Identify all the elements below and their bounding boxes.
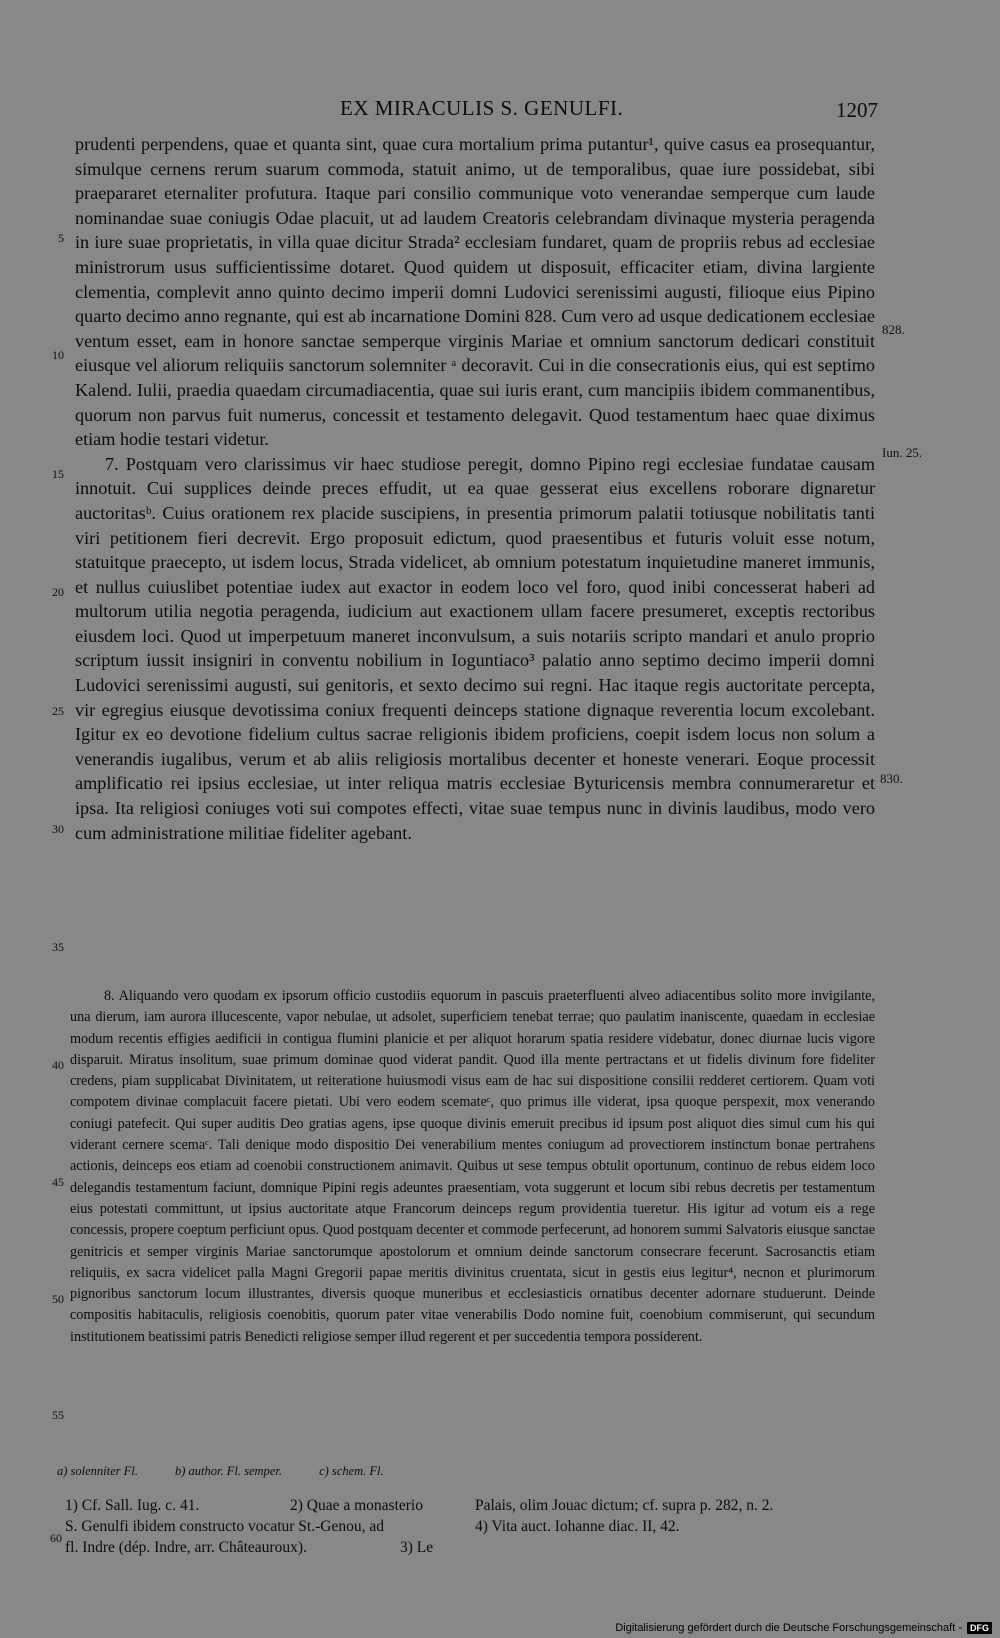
margin-note-date: Iun. 25. — [882, 445, 923, 460]
page-number: 1207 — [836, 98, 878, 122]
line-number: 25 — [52, 704, 64, 718]
paragraph-8: 8. Aliquando vero quodam ex ipsorum officio custodiis equorum in pascuis praeterfluenti alveo adiacentibus solito more invigilante, una dierum, iam aurora illucescente, vapor nebulae, ut adsolet, superficiem tenebat terrae; quo paulatim inaniscente, quaedam in ecclesiae modum recentis effigies aedificii in contigua flumini planicie et per aliquot horarum spatia residere videbatur, donec diurnae lucis vigore disparuit. Miratus insolitum, suae primum dominae quod viderat pandit. Quod illa mente pertractans et ut fidelis divinum fore fideliter credens, piam supplicabat Divinitatem, ut reiteratione huiusmodi visus eam de hac sui dispositione consilii redderet certiorem. Quam voti compotem divinae complacuit facere pietati. Ubi vero eodem scemateᶜ, quo primus ille viderat, ipsa quoque perspexit, mox venerando coniugi patefecit. Qui super auditis Deo gratias agens, ipse quoque divinis emeruit precibus id ipsum post aliquot dies simul cum his qui viderant cernere scemaᶜ. Tali denique modo dispositio Dei venerabilium mentes coniugum ad provectiorem instinctum bonae pertrahens actionis, deinceps eos etiam ad coenobii constructionem animavit. Quibus ut sese tempus obtulit oportunum, continuo de rebus eidem loco delegandis testamentum faciunt, domnique Pipini regis adeuntes praesentiam, vota suggerunt et locum sibi rebus decretis per testamentum eius potestati committunt, ut ipsius auctoritate atque Francorum deinceps regum providentia tueretur. His igitur ad votum eis a rege concessis, propere coeptum perficiunt opus. Quod postquam decenter et commode perfecerunt, ad honorem summi Salvatoris eiusque sanctae genitricis et semper virginis Mariae sanctorumque apostolorum et omnium deinde sanctorum consecrare fecerunt. Sacrosanctis etiam reliquiis, ex sacra videlicet palla Magni Gregorii papae meritis divinitus cruentata, sicut in gestis eius legitur⁴, necnon et plurimorum pignoribus sanctorum locum illustrantes, diversis quoque muneribus et ecclesiasticis ornatibus decenter adornare studuerunt. Deinde compositis habitaculis, religiosis coenobitis, quorum pater vitae venerabilis Dodo nomine fuit, coenobium commiserunt, qui secundum institutionem beatissimi patris Benedicti religiose semper illud regerent et per succedentia tempora possiderent. — [70, 988, 875, 1345]
footer-text: Digitalisierung gefördert durch die Deutsche Forschungsgemeinschaft - — [615, 1622, 962, 1634]
critical-note: b) author. Fl. semper. — [175, 1464, 282, 1478]
dfg-logo-icon: DFG — [967, 1622, 992, 1634]
line-number: 20 — [52, 585, 64, 599]
line-number: 10 — [52, 348, 64, 362]
critical-note: c) schem. Fl. — [319, 1464, 384, 1478]
small-print-text — [70, 986, 875, 1348]
line-number: 50 — [52, 1292, 64, 1306]
footnote-1: 1) Cf. Sall. Iug. c. 41. — [65, 1497, 200, 1514]
digitization-footer — [615, 1622, 992, 1634]
line-number: 40 — [52, 1058, 64, 1072]
footnote-2-end: fl. Indre (dép. Indre, arr. Châteauroux). — [65, 1539, 307, 1556]
margin-note-year: 828. — [882, 322, 905, 337]
footnote-2-cont: Palais, olim Jouac dictum; cf. supra p. 282, n. 2. — [475, 1497, 774, 1514]
paragraph-6-continued: prudenti perpendens, quae et quanta sint, quae cura mortalium prima putantur¹, quive casus ea prosequantur, simulque cernens rerum suarum commoda, statuit animo, ut de temporalibus, quae iure possidebat, sibi praepararet eternaliter profutura. Itaque pari consilio communique voto venerandae semperque cum laude nominandae suae coniugis Odae placuit, ut ad laudem Creatoris celebrandam divinaque mysteria peragenda in iure suae proprietatis, in villa quae dicitur Strada² ecclesiam fundaret, quam de propriis rebus ad ecclesiae ministrorum usus sufficientissime dotaret. Quod quidem ut disposuit, efficaciter etiam, divina largiente clementia, complevit anno quinto decimo imperii domni Ludovici serenissimi augusti, filioque eius Pipino quarto decimo anno regnante, qui est ab incarnatione Domini 828. Cum vero ad usque dedicationem ecclesiae ventum esset, eam in honore sanctae semperque virginis Mariae et omnium sanctorum dedicari constituit eiusque vel aliorum reliquiis sanctorum solemniter ᵃ decoravit. Cui in die consecrationis eius, qui est septimo Kalend. Iulii, praedia quaedam circumadiacentia, quae sui iuris erant, cum mancipiis ibidem commanentibus, quorum non parvus fuit numerus, concessit et testamento delegavit. Quod testamentum haec quae diximus etiam hodie testari videtur. — [75, 134, 875, 450]
footnote-4: 4) Vita auct. Iohanne diac. II, 42. — [475, 1518, 680, 1535]
line-number: 45 — [52, 1175, 64, 1189]
running-title: EX MIRACULIS S. GENULFI. — [340, 96, 624, 120]
paragraph-7: 7. Postquam vero clarissimus vir haec studiose peregit, domno Pipino regi ecclesiae fundatae causam innotuit. Cui supplices deinde preces effudit, ut ea quae gesserat eius excellens roborare dignaretur auctoritasᵇ. Cuius orationem rex placide suscipiens, in presentia primorum palatii totiusque nobilitatis tanti viri petitionem fieri decrevit. Ergo proposuit edictum, quod praesentibus et futuris voluit esse notum, statuitque praecepto, ut isdem locus, Strada videlicet, ab omnium potestatum inquietudine maneret immunis, et nullus cuiuslibet potentiae iudex aut exactor in eodem loco vel foro, quod inibi concesserat haberi ad multorum utilia negotia peragenda, iudicium aut exactionem ullam facere presumeret, exceptis rectoribus eiusdem loci. Quod ut imperpetuum maneret inconvulsum, a suis notariis scripto mandari et anulo proprio scriptum iussit insigniri in conventu nobilium in Ioguntiaco³ palatio anno septimo decimo imperii domni Ludovici serenissimi augusti, sui genitoris, et sexto decimo sui regni. Hac itaque regis auctoritate percepta, vir egregius eiusque devotissima coniux frequenti deinceps statione dignaque reverentia locum excolebant. Igitur ex eo devotione fidelium cultus sacrae religionis ibidem proficiens, coepit isdem locus non solum a venerandis iugalibus, verum et ab aliis religiosis mortalibus decenter et honeste venerari. Eoque processit amplificatio rei ipsius ecclesiae, ut inter reliqua matris ecclesiae Byturicensis membra connumeraretur et ipsa. Ita religiosi coniuges voti sui compotes effecti, vitae suae tempus nunc in divinis laudibus, modo vero cum administratione militiae fideliter agebant. — [75, 453, 875, 843]
line-number: 35 — [52, 940, 64, 954]
footnote-2-line: S. Genulfi ibidem constructo vocatur St.-Genou, ad — [65, 1518, 384, 1535]
line-number: 15 — [52, 467, 64, 481]
line-number: 5 — [58, 231, 64, 245]
main-text — [75, 132, 875, 845]
footnote-3: 3) Le — [400, 1539, 434, 1556]
margin-note-year: 830. — [880, 771, 903, 786]
footnote-2-start: 2) Quae a monasterio — [290, 1497, 423, 1514]
critical-apparatus — [57, 1464, 418, 1479]
line-number: 60 — [50, 1531, 62, 1545]
running-head — [0, 92, 1000, 124]
line-number: 55 — [52, 1408, 64, 1422]
critical-note: a) solenniter Fl. — [57, 1464, 138, 1478]
line-number: 30 — [52, 822, 64, 836]
